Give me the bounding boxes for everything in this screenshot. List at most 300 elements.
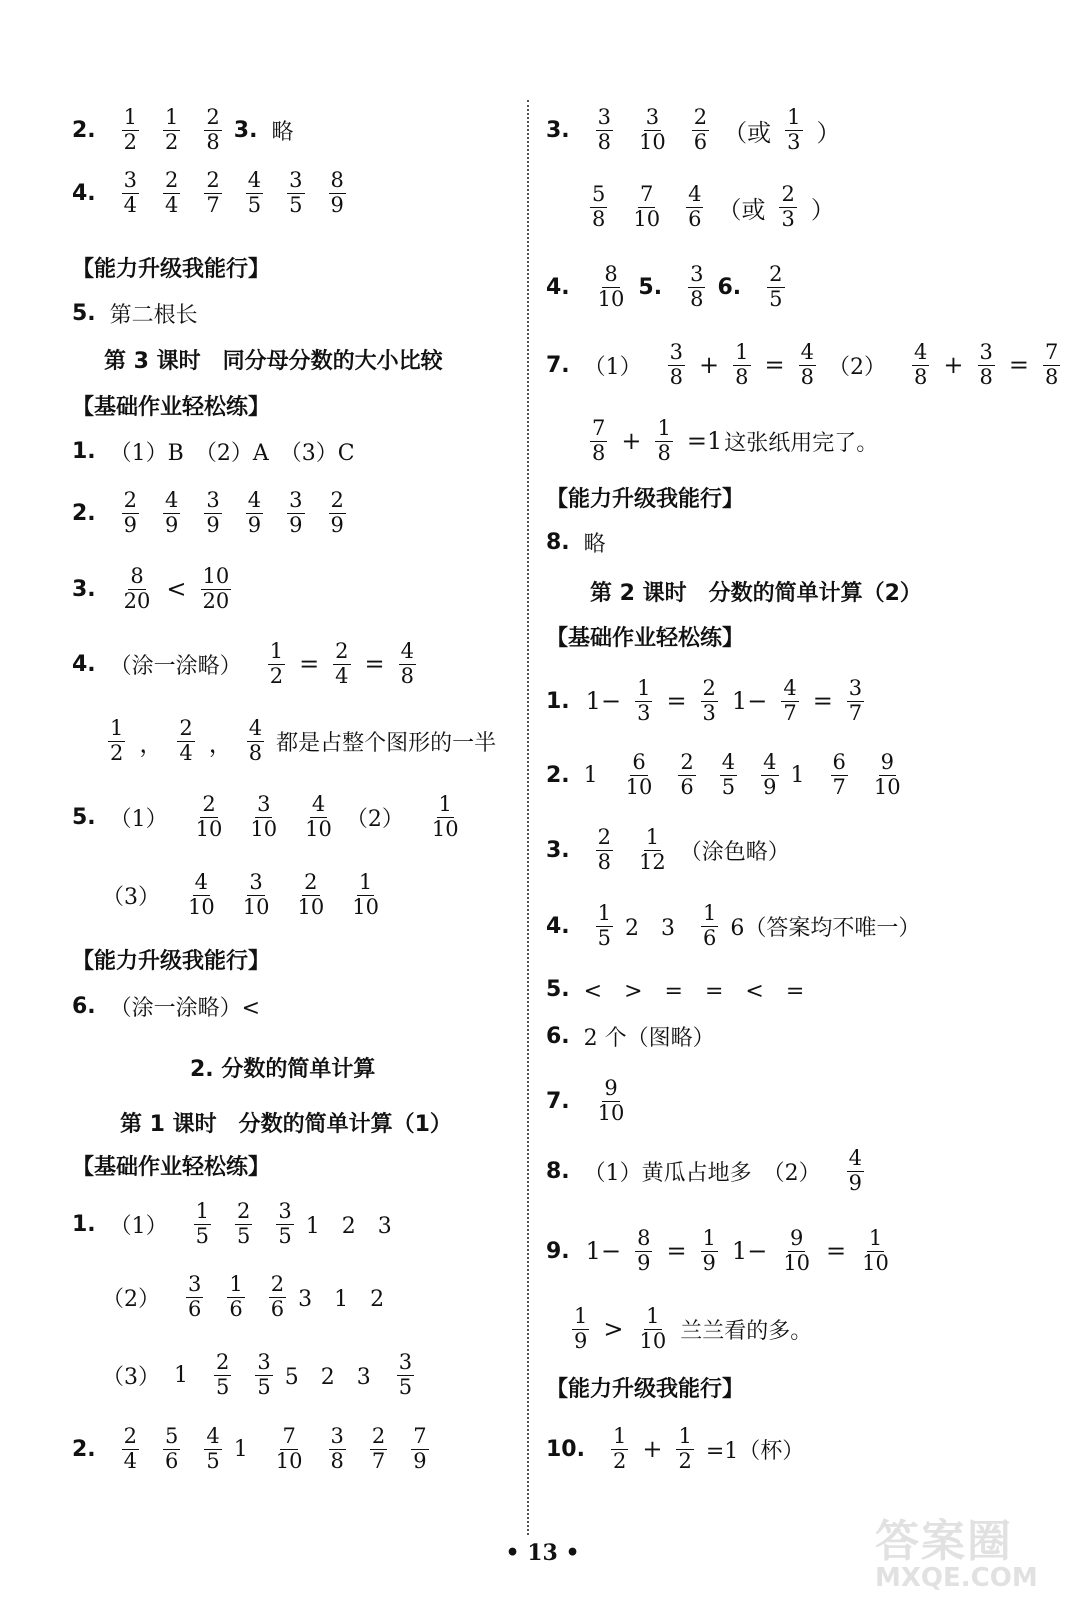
fraction-numerator: 9 [880, 750, 894, 775]
fraction-denominator: 10 [597, 1100, 625, 1125]
fraction-denominator: 7 [371, 1448, 386, 1473]
answer-line [578, 412, 892, 470]
fraction [397, 1351, 414, 1398]
fraction-numerator: 10 [202, 564, 230, 589]
fraction-numerator: 4 [247, 168, 262, 193]
answer-line [96, 712, 510, 770]
fraction-numerator: 7 [282, 1424, 296, 1449]
fraction-numerator: 1 [612, 1424, 627, 1449]
answer-text: 1 [174, 1362, 188, 1388]
answer-line [546, 672, 876, 730]
fraction-numerator: 4 [721, 750, 736, 775]
fraction [701, 677, 718, 724]
fraction [624, 751, 655, 798]
fraction-denominator: 20 [123, 588, 151, 613]
fraction-numerator: 3 [690, 262, 704, 287]
lesson-title-text: 第 1 课时 分数的简单计算（1） [120, 1111, 452, 1137]
fraction [686, 183, 703, 230]
answer-text: （涂一涂略）< [109, 995, 261, 1021]
fraction [122, 106, 139, 153]
operator: + [621, 427, 642, 455]
fraction [631, 183, 662, 230]
heading-text: 【基础作业轻松练】 [72, 394, 271, 420]
fraction-numerator: 9 [789, 1226, 804, 1251]
fraction-denominator: 9 [637, 1250, 651, 1275]
fraction [276, 1200, 293, 1247]
fraction [246, 489, 263, 536]
item-number: 5. [546, 976, 570, 1002]
fraction-denominator: 10 [625, 774, 653, 799]
fraction [668, 341, 685, 388]
fraction-numerator: 2 [769, 262, 783, 287]
fraction [295, 871, 326, 918]
part-label: （2） [828, 354, 887, 380]
fraction-numerator: 4 [783, 676, 797, 701]
fraction-numerator: 2 [216, 1350, 230, 1375]
answer-line [72, 164, 358, 222]
answer-text: 兰兰看的多。 [680, 1318, 813, 1344]
fraction-denominator: 8 [669, 364, 684, 389]
fraction-denominator: 5 [289, 192, 303, 217]
fraction [912, 341, 929, 388]
fraction-numerator: 3 [257, 1350, 271, 1375]
fraction [269, 1273, 286, 1320]
answer-text: 3 1 2 [298, 1286, 385, 1312]
fraction-denominator: 9 [206, 512, 220, 537]
item-number: 7. [546, 1088, 570, 1114]
fraction [761, 751, 778, 798]
answer-text: < > = = < = [583, 978, 805, 1004]
item-number: 1. [546, 688, 570, 714]
heading-text: 【基础作业轻松练】 [72, 1154, 271, 1180]
fraction [1043, 341, 1060, 388]
item-number: 6. [546, 1023, 570, 1049]
answer-line [72, 422, 369, 480]
fraction-numerator: 1 [358, 870, 373, 895]
answer-line [72, 560, 243, 618]
lesson-title-text: 第 3 课时 同分母分数的大小比较 [104, 348, 443, 374]
item-number: 8. [546, 529, 570, 555]
fraction [122, 169, 139, 216]
answer-text: 这张纸用完了。 [724, 430, 879, 456]
separator: ， [208, 729, 233, 758]
operator: + [699, 351, 720, 379]
fraction-numerator: 3 [289, 168, 303, 193]
fraction-denominator: 6 [688, 206, 702, 231]
fraction [122, 565, 153, 612]
fraction-denominator: 8 [657, 440, 671, 465]
fraction-denominator: 5 [195, 1223, 210, 1248]
fraction-denominator: 10 [188, 894, 215, 919]
fraction [590, 417, 607, 464]
fraction [692, 106, 709, 153]
part-label: （3） [102, 1364, 160, 1390]
fraction [287, 489, 304, 536]
fraction-numerator: 2 [123, 1424, 138, 1449]
item-number: 4. [72, 651, 96, 677]
answer-line [546, 746, 915, 804]
fraction-denominator: 8 [690, 286, 704, 311]
item-number: 2. [72, 500, 96, 526]
section-title [190, 1038, 375, 1096]
fraction-denominator: 3 [702, 700, 716, 725]
fraction-denominator: 5 [216, 1374, 230, 1399]
fraction-denominator: 10 [639, 129, 666, 154]
fraction-denominator: 10 [639, 1328, 667, 1353]
fraction-numerator: 2 [335, 639, 349, 664]
heading-text: 【能力升级我能行】 [546, 486, 745, 512]
fraction-denominator: 2 [110, 740, 124, 765]
fraction-numerator: 9 [604, 1076, 618, 1101]
fraction-denominator: 5 [278, 1223, 292, 1248]
fraction [122, 489, 139, 536]
fraction-numerator: 4 [800, 340, 815, 365]
answer-line [560, 1300, 826, 1358]
fraction-numerator: 7 [640, 182, 654, 207]
operator: = [1008, 351, 1029, 379]
fraction-numerator: 2 [206, 105, 220, 130]
fraction-denominator: 6 [270, 1296, 285, 1321]
fraction [204, 1425, 221, 1472]
fraction-numerator: 1 [165, 105, 179, 130]
fraction-numerator: 2 [179, 716, 193, 741]
item-number: 3. [72, 576, 96, 602]
fraction-denominator: 8 [206, 129, 220, 154]
fraction-numerator: 3 [278, 1199, 292, 1224]
fraction-numerator: 4 [248, 716, 263, 741]
fraction-denominator: 4 [165, 192, 179, 217]
fraction-denominator: 8 [592, 206, 606, 231]
operator: 1− [731, 1237, 768, 1265]
fraction [572, 1305, 589, 1352]
fraction [860, 1227, 891, 1274]
fraction-numerator: 1 [637, 676, 651, 701]
fraction-denominator: 9 [574, 1328, 588, 1353]
section-heading [546, 607, 744, 665]
fraction [287, 169, 304, 216]
fraction-denominator: 8 [597, 849, 612, 874]
fraction-denominator: 5 [206, 1448, 220, 1473]
fraction [177, 717, 194, 764]
paren-text: ） [810, 195, 835, 224]
fraction-denominator: 5 [247, 192, 262, 217]
item-number: 2. [72, 117, 96, 143]
answer-line [102, 1346, 426, 1404]
page-number: • 13 • [505, 1540, 580, 1566]
fraction-numerator: 3 [257, 792, 271, 817]
fraction-denominator: 5 [257, 1374, 271, 1399]
fraction [333, 640, 350, 687]
fraction [255, 1351, 272, 1398]
item-number: 5. [72, 804, 96, 830]
fraction-numerator: 4 [165, 488, 179, 513]
fraction-denominator: 9 [702, 1250, 716, 1275]
section-heading [72, 1136, 270, 1194]
fraction-denominator: 9 [165, 512, 179, 537]
item-number: 1. [72, 438, 96, 464]
fraction [611, 1425, 628, 1472]
fraction [831, 751, 848, 798]
part-label: （2） [345, 806, 404, 832]
operator: < [166, 575, 187, 603]
fraction [370, 1425, 387, 1472]
answer-text: 1 2 3 [305, 1213, 392, 1239]
fraction-numerator: 4 [400, 639, 415, 664]
item-number: 10. [546, 1436, 585, 1462]
fraction-denominator: 2 [678, 1448, 692, 1473]
fraction-denominator: 10 [633, 206, 661, 231]
fraction [655, 417, 672, 464]
fraction-denominator: 10 [862, 1250, 889, 1275]
operator: = [812, 687, 833, 715]
fraction [799, 341, 816, 388]
fraction [303, 793, 334, 840]
item-number: 2. [72, 1436, 96, 1462]
fraction [194, 1200, 211, 1247]
fraction-numerator: 1 [645, 825, 660, 850]
fraction-denominator: 5 [769, 286, 783, 311]
fraction-numerator: 1 [868, 1226, 883, 1251]
fraction [688, 263, 705, 310]
fraction [596, 263, 627, 310]
fraction-denominator: 10 [195, 816, 223, 841]
item-number: 3. [546, 117, 570, 143]
operator: + [642, 1435, 663, 1463]
paren-text: （或 [717, 195, 766, 224]
heading-text: 【能力升级我能行】 [72, 948, 271, 974]
fraction-denominator: 9 [289, 512, 303, 537]
fraction-denominator: 8 [400, 663, 415, 688]
fraction-numerator: 2 [202, 792, 216, 817]
fraction-numerator: 3 [123, 168, 138, 193]
fraction-numerator: 2 [123, 488, 138, 513]
fraction-denominator: 10 [275, 1448, 303, 1473]
fraction [767, 263, 784, 310]
fraction-denominator: 2 [123, 129, 138, 154]
fraction [596, 902, 613, 949]
fraction-numerator: 3 [669, 340, 684, 365]
answer-text: 略 [583, 531, 606, 557]
fraction [163, 169, 180, 216]
fraction [235, 1200, 252, 1247]
part-label: （3） [102, 884, 160, 910]
answer-line [546, 1420, 818, 1478]
fraction-denominator: 4 [123, 192, 138, 217]
answer-text: =1（杯） [705, 1438, 805, 1464]
watermark [875, 1505, 1065, 1595]
fraction-numerator: 2 [304, 870, 318, 895]
answer-line [546, 821, 804, 879]
fraction-numerator: 3 [979, 340, 993, 365]
fraction [194, 793, 225, 840]
fraction-numerator: 3 [188, 1272, 202, 1297]
paren-text: （或 [723, 118, 772, 147]
fraction [596, 826, 613, 873]
fraction-denominator: 8 [1044, 364, 1059, 389]
fraction [163, 1425, 180, 1472]
fraction-numerator: 8 [130, 564, 144, 589]
fraction-numerator: 1 [229, 1272, 243, 1297]
fraction-denominator: 6 [165, 1448, 179, 1473]
fraction-denominator: 2 [269, 663, 284, 688]
fraction [214, 1351, 231, 1398]
fraction-numerator: 3 [645, 105, 660, 130]
item-number: 9. [546, 1238, 570, 1264]
fraction-denominator: 2 [612, 1448, 627, 1473]
fraction-denominator: 8 [800, 364, 815, 389]
fraction-numerator: 4 [914, 340, 928, 365]
operator: 1− [585, 687, 622, 715]
fraction [268, 640, 285, 687]
fraction-numerator: 4 [688, 182, 702, 207]
fraction-denominator: 9 [330, 512, 344, 537]
fraction-denominator: 3 [787, 129, 801, 154]
fraction-numerator: 4 [848, 1146, 863, 1171]
fraction [637, 826, 668, 873]
column-divider [527, 100, 529, 1535]
answer-text: 1 [233, 1436, 248, 1462]
fraction-denominator: 10 [597, 286, 625, 311]
fraction [779, 183, 796, 230]
fraction [590, 183, 607, 230]
fraction-denominator: 2 [165, 129, 179, 154]
fraction-denominator: 8 [914, 364, 928, 389]
fraction-denominator: 5 [398, 1374, 413, 1399]
part-label: （2） [102, 1286, 160, 1312]
fraction [248, 793, 279, 840]
answer-text: 5 2 3 [284, 1364, 371, 1390]
fraction-denominator: 6 [229, 1296, 243, 1321]
fraction-numerator: 4 [763, 750, 777, 775]
fraction [635, 1227, 652, 1274]
fraction-numerator: 3 [289, 488, 303, 513]
fraction-numerator: 3 [398, 1350, 413, 1375]
answer-line [546, 258, 797, 316]
fraction [781, 677, 798, 724]
fraction-numerator: 1 [123, 105, 138, 130]
fraction-denominator: 10 [305, 816, 332, 841]
fraction [978, 341, 995, 388]
operator: 1− [585, 1237, 622, 1265]
fraction-numerator: 1 [735, 340, 749, 365]
operator: = [666, 687, 687, 715]
fraction [186, 1273, 203, 1320]
answer-line [546, 1072, 638, 1130]
answer-text: 2 个（图略） [583, 1025, 715, 1051]
fraction [122, 1425, 139, 1472]
fraction-denominator: 12 [639, 849, 666, 874]
fraction-numerator: 2 [330, 488, 344, 513]
answer-text: （1）B （2）A （3）C [109, 440, 355, 466]
fraction-numerator: 8 [637, 1226, 651, 1251]
part-label: （1） [583, 354, 642, 380]
fraction-numerator: 2 [680, 750, 694, 775]
answer-text: 第二根长 [109, 302, 198, 328]
fraction-numerator: 2 [693, 105, 708, 130]
fraction-numerator: 1 [269, 639, 284, 664]
fraction-denominator: 4 [335, 663, 349, 688]
fraction [872, 751, 903, 798]
fraction [781, 1227, 812, 1274]
fraction-numerator: 1 [787, 105, 801, 130]
fraction-numerator: 1 [703, 901, 717, 926]
answer-line [72, 977, 274, 1035]
item-number: 3. [233, 117, 258, 143]
answer-line [546, 897, 934, 955]
fraction [227, 1273, 244, 1320]
fraction [329, 169, 346, 216]
answer-line [72, 635, 428, 693]
fraction [701, 902, 718, 949]
answer-text: （涂色略） [679, 839, 790, 865]
fraction-numerator: 2 [165, 168, 179, 193]
answer-line [546, 101, 843, 159]
answer-text: 都是占整个图形的一半 [276, 730, 497, 756]
operator: = [299, 650, 320, 678]
fraction [411, 1425, 428, 1472]
fraction [247, 717, 264, 764]
fraction-denominator: 9 [247, 512, 262, 537]
fraction-numerator: 3 [330, 1424, 344, 1449]
fraction-denominator: 10 [250, 816, 278, 841]
fraction-denominator: 10 [352, 894, 379, 919]
answer-line [72, 101, 307, 159]
fraction-numerator: 6 [632, 750, 646, 775]
lesson-title-text: 第 2 课时 分数的简单计算（2） [590, 580, 922, 606]
section-title-text: 2. 分数的简单计算 [190, 1056, 376, 1082]
fraction [701, 1227, 718, 1274]
fraction [241, 871, 272, 918]
fraction [329, 489, 346, 536]
fraction-denominator: 6 [703, 925, 717, 950]
operator: + [943, 351, 964, 379]
fraction-numerator: 3 [597, 105, 612, 130]
fraction [430, 793, 461, 840]
fraction-denominator: 4 [123, 1448, 138, 1473]
fraction-numerator: 2 [597, 825, 612, 850]
fraction-numerator: 1 [438, 792, 452, 817]
item-number: 4. [546, 274, 570, 300]
answer-line [72, 1420, 441, 1478]
heading-text: 【能力升级我能行】 [546, 1376, 745, 1402]
item-number: 5. [638, 274, 663, 300]
fraction-numerator: 7 [1044, 340, 1059, 365]
fraction [163, 106, 180, 153]
operator: = [666, 1237, 687, 1265]
fraction-denominator: 3 [781, 206, 795, 231]
fraction [635, 677, 652, 724]
fraction-denominator: 9 [123, 512, 138, 537]
fraction-numerator: 4 [194, 870, 209, 895]
fraction-numerator: 1 [646, 1304, 660, 1329]
fraction-numerator: 8 [330, 168, 344, 193]
answer-line [546, 1222, 903, 1280]
fraction [733, 341, 750, 388]
fraction-numerator: 3 [848, 676, 863, 701]
fraction-numerator: 2 [270, 1272, 285, 1297]
fraction-denominator: 7 [848, 700, 863, 725]
fraction-denominator: 4 [179, 740, 193, 765]
fraction-denominator: 7 [206, 192, 220, 217]
fraction-numerator: 3 [206, 488, 220, 513]
operator: =1 [686, 427, 723, 455]
fraction-numerator: 8 [604, 262, 618, 287]
answer-line [546, 1007, 729, 1065]
item-number: 7. [546, 352, 570, 378]
fraction [847, 677, 864, 724]
watermark-url: MXQE.COM [875, 1563, 1038, 1593]
separator: ， [139, 729, 164, 758]
